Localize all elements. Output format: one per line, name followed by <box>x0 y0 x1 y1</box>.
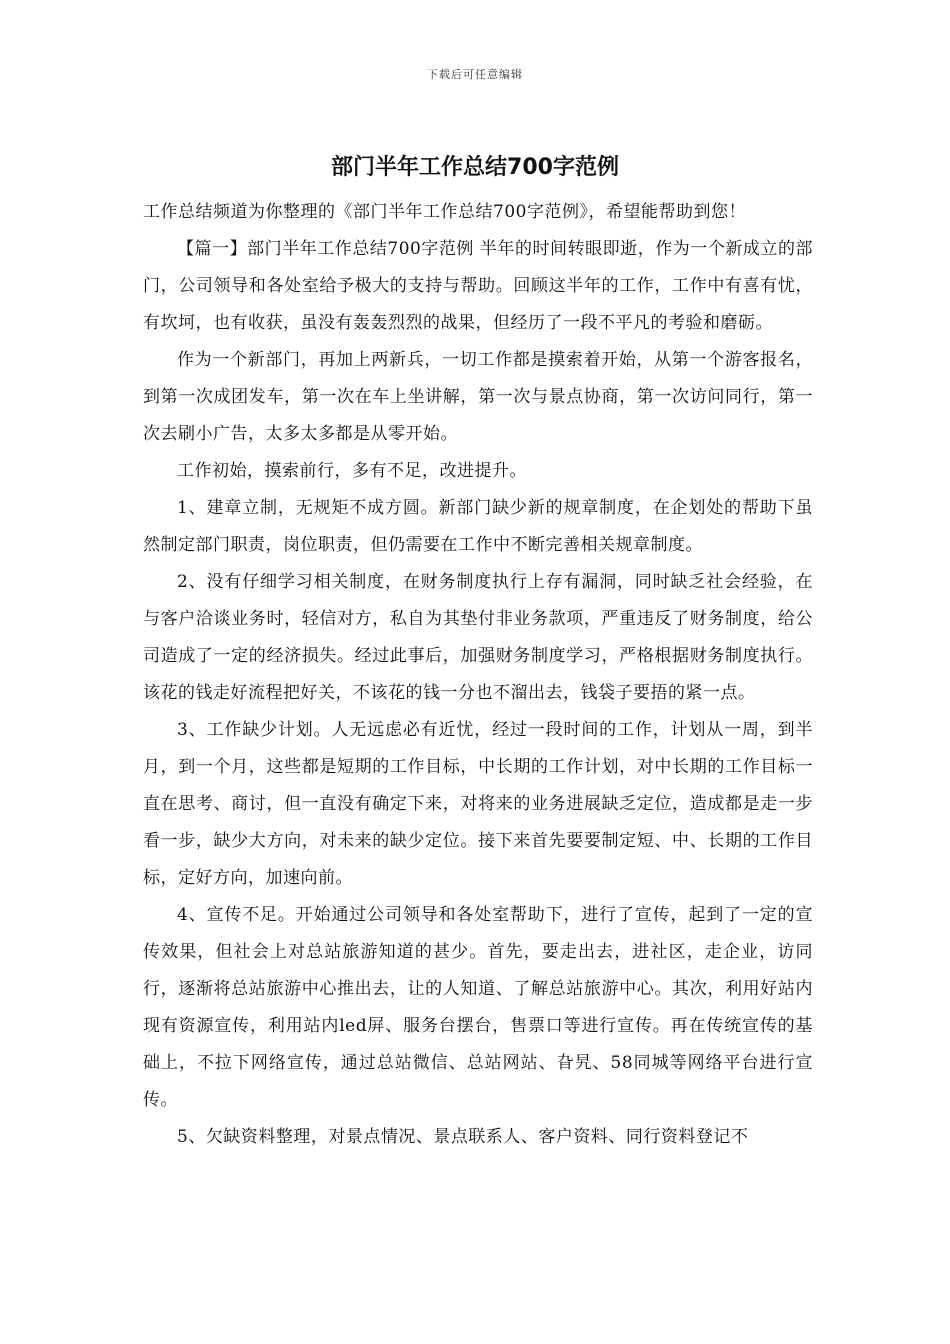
paragraph-intro: 工作总结频道为你整理的《部门半年工作总结700字范例》，希望能帮助到您！ <box>143 202 746 222</box>
paragraph-item-4: 4、宣传不足。开始通过公司领导和各处室帮助下，进行了宣传，起到了一定的宣传效果，但社会上对总站旅游知道的甚少。首先，要走出去，进社区，走企业，访同行，逐渐将总站旅游中心推出去，让的人知道、了解总站旅游中心。其次，利用好站内现有资源宣传，利用站内led屏、服务台摆台，售票口等进行宣传。再在传统宣传的基础上，不拉下网络宣传，通过总站微信、总站网站、旮旯、58同城等网络平台进行宣传。 <box>143 905 813 1110</box>
paragraph-part-one: 【篇一】部门半年工作总结700字范例 半年的时间转眼即逝，作为一个新成立的部门，公司领导和各处室给予极大的支持与帮助。回顾这半年的工作，工作中有喜有忧，有坎坷，也有收获，虽没有轰轰烈烈的战果，但经历了一段不平凡的考验和磨砺。 <box>143 239 813 333</box>
paragraph-item-1: 1、建章立制，无规矩不成方圆。新部门缺少新的规章制度，在企划处的帮助下虽然制定部门职责，岗位职责，但仍需要在工作中不断完善相关规章制度。 <box>143 498 813 555</box>
paragraph-new-department: 作为一个新部门，再加上两新兵，一切工作都是摸索着开始，从第一个游客报名，到第一次成团发车，第一次在车上坐讲解，第一次与景点协商，第一次访问同行，第一次去刷小广告，太多太多都是从零开始。 <box>143 350 813 444</box>
paragraph-item-3: 3、工作缺少计划。人无远虑必有近忧，经过一段时间的工作，计划从一周，到半月，到一个月，这些都是短期的工作目标，中长期的工作计划，对中长期的工作目标一直在思考、商讨，但一直没有确定下来，对将来的业务进展缺乏定位，造成都是走一步看一步，缺少大方向，对未来的缺少定位。接下来首先要要制定短、中、长期的工作目标，定好方向，加速向前。 <box>143 720 813 888</box>
document-body <box>143 194 813 1156</box>
paragraph-item-5: 5、欠缺资料整理，对景点情况、景点联系人、客户资料、同行资料登记不 <box>177 1127 749 1147</box>
paragraph-work-start: 工作初始，摸索前行，多有不足，改进提升。 <box>177 461 527 481</box>
document-title: 部门半年工作总结700字范例 <box>331 155 619 180</box>
paragraph-item-2: 2、没有仔细学习相关制度，在财务制度执行上存有漏洞，同时缺乏社会经验，在与客户洽谈业务时，轻信对方，私自为其垫付非业务款项，严重违反了财务制度，给公司造成了一定的经济损失。经过此事后，加强财务制度学习，严格根据财务制度执行。该花的钱走好流程把好关，不该花的钱一分也不溜出去，钱袋子要捂的紧一点。 <box>143 572 813 703</box>
header-note: 下载后可任意编辑 <box>427 68 523 81</box>
